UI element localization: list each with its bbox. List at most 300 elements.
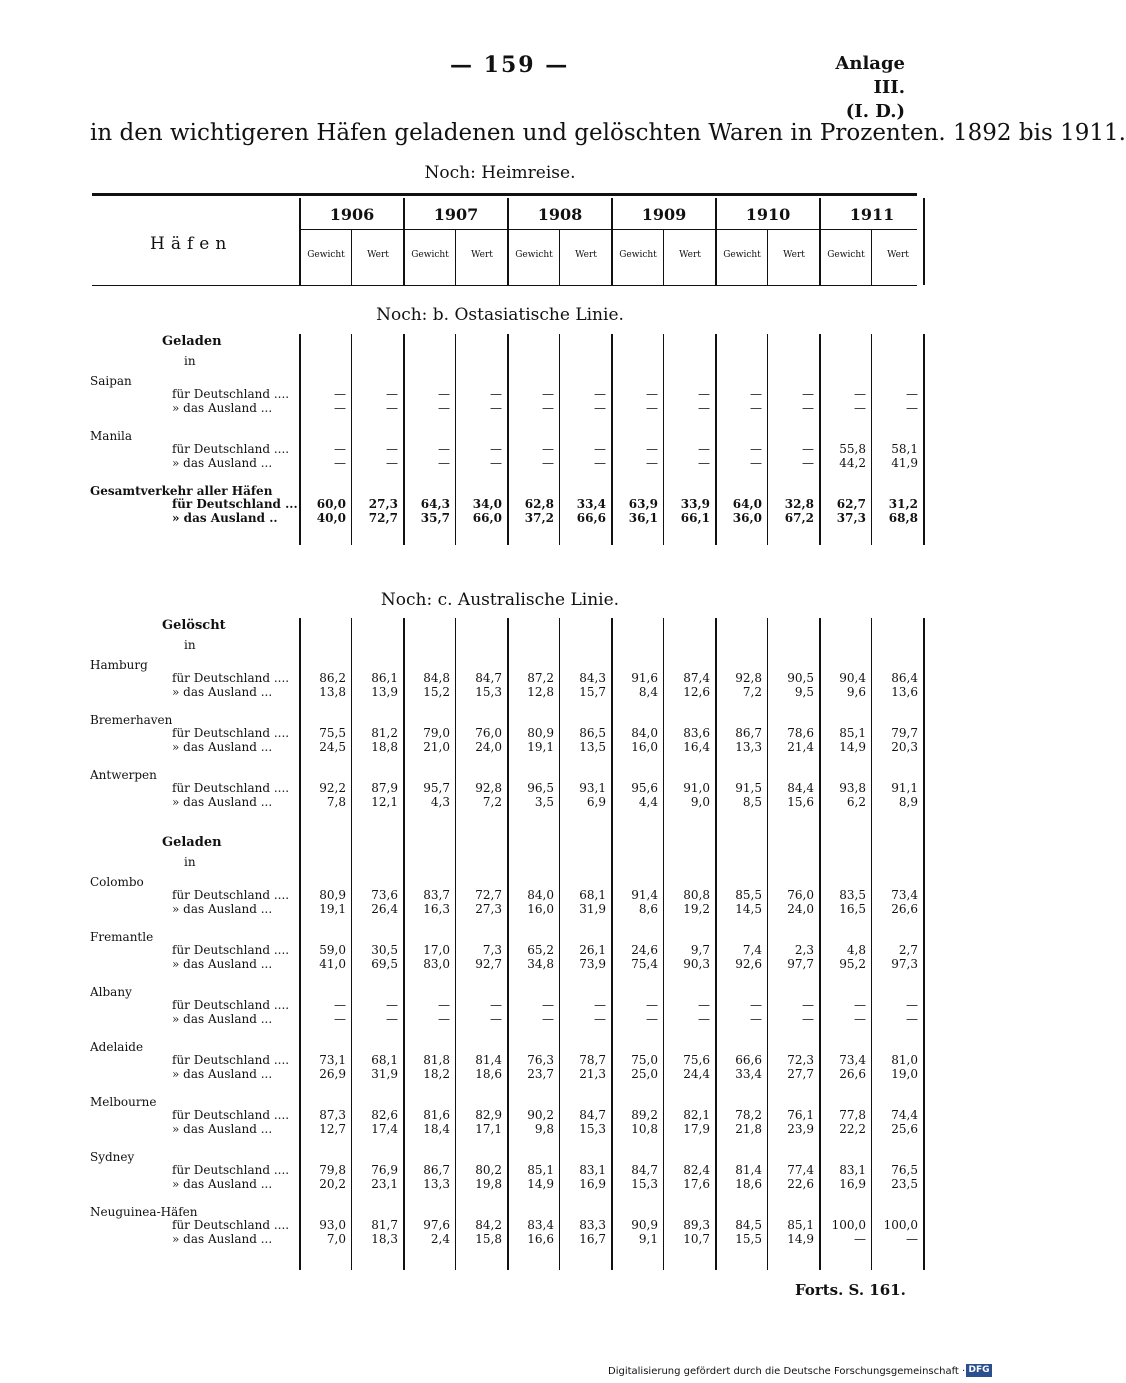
table-cell: — — [698, 401, 710, 415]
table-cell: 12,1 — [371, 795, 398, 809]
table-cell: 26,6 — [839, 1067, 866, 1081]
table-cell: — — [386, 1012, 398, 1026]
table-cell: 6,9 — [586, 795, 606, 809]
row-label: für Deutschland .... — [172, 1053, 290, 1067]
table-cell: — — [750, 387, 762, 401]
table-cell: — — [854, 387, 866, 401]
table-top-rule — [92, 193, 917, 196]
table-cell: 13,6 — [891, 685, 918, 699]
table-cell: — — [438, 442, 450, 456]
table-cell: 85,5 — [735, 888, 762, 902]
table-header-rule — [92, 285, 917, 286]
value-column-header: Wert — [471, 250, 493, 260]
table-cell: 78,7 — [579, 1053, 606, 1067]
weight-column-header: Gewicht — [411, 250, 449, 260]
table-cell: 76,0 — [787, 888, 814, 902]
table-cell: — — [854, 401, 866, 415]
table-cell: 89,3 — [683, 1218, 710, 1232]
table-cell: — — [646, 998, 658, 1012]
row-label: für Deutschland .... — [172, 671, 290, 685]
table-cell: 85,1 — [787, 1218, 814, 1232]
table-cell: — — [438, 998, 450, 1012]
table-cell: 12,8 — [527, 685, 554, 699]
table-cell: 16,4 — [683, 740, 710, 754]
table-cell: 62,8 — [524, 497, 554, 511]
table-cell: — — [646, 387, 658, 401]
group-heading: Geladen — [162, 835, 222, 850]
table-cell: 73,9 — [579, 957, 606, 971]
table-cell: 44,2 — [839, 456, 866, 470]
table-cell: — — [802, 401, 814, 415]
row-label: » das Ausland ... — [172, 1012, 273, 1026]
table-cell: 66,0 — [472, 511, 502, 525]
table-cell: 91,5 — [735, 781, 762, 795]
table-cell: 85,1 — [527, 1163, 554, 1177]
table-cell: — — [750, 998, 762, 1012]
table-cell: 15,6 — [787, 795, 814, 809]
row-label: für Deutschland .... — [172, 1108, 290, 1122]
row-label: für Deutschland .... — [172, 726, 290, 740]
table-cell: 97,6 — [423, 1218, 450, 1232]
table-cell: — — [802, 1012, 814, 1026]
table-cell: 100,0 — [831, 1218, 866, 1232]
table-cell: 75,0 — [631, 1053, 658, 1067]
table-cell: — — [334, 998, 346, 1012]
table-cell: 67,2 — [784, 511, 814, 525]
table-cell: 4,8 — [846, 943, 866, 957]
table-cell: — — [386, 401, 398, 415]
table-cell: — — [854, 998, 866, 1012]
table-cell: — — [750, 1012, 762, 1026]
row-label: » das Ausland ... — [172, 1177, 273, 1191]
table-cell: 17,6 — [683, 1177, 710, 1191]
table-cell: 72,3 — [787, 1053, 814, 1067]
page-subtitle: Noch: Heimreise. — [424, 163, 576, 183]
table-cell: 15,3 — [475, 685, 502, 699]
column-rule — [923, 618, 925, 1270]
column-rule — [767, 230, 768, 285]
table-cell: 80,9 — [527, 726, 554, 740]
column-rule — [923, 198, 925, 285]
table-cell: 41,0 — [319, 957, 346, 971]
year-header: 1910 — [745, 205, 791, 224]
table-cell: 20,3 — [891, 740, 918, 754]
table-cell: — — [802, 442, 814, 456]
table-cell: 21,4 — [787, 740, 814, 754]
table-cell: — — [802, 456, 814, 470]
table-cell: 24,0 — [475, 740, 502, 754]
table-cell: 91,4 — [631, 888, 658, 902]
table-cell: — — [490, 1012, 502, 1026]
table-cell: 84,8 — [423, 671, 450, 685]
table-cell: 80,2 — [475, 1163, 502, 1177]
table-cell: 24,6 — [631, 943, 658, 957]
table-cell: 80,8 — [683, 888, 710, 902]
row-label: » das Ausland ... — [172, 456, 273, 470]
annex-line-1: Anlage III. — [835, 53, 905, 98]
table-cell: 34,0 — [472, 497, 502, 511]
table-cell: 19,1 — [319, 902, 346, 916]
table-cell: 90,5 — [787, 671, 814, 685]
table-cell: 25,0 — [631, 1067, 658, 1081]
table-cell: 81,8 — [423, 1053, 450, 1067]
table-cell: — — [906, 998, 918, 1012]
dfg-logo: DFG — [966, 1364, 992, 1377]
table-cell: — — [438, 401, 450, 415]
table-cell: 87,3 — [319, 1108, 346, 1122]
table-cell: 84,7 — [475, 671, 502, 685]
table-cell: 15,3 — [631, 1177, 658, 1191]
weight-column-header: Gewicht — [827, 250, 865, 260]
table-cell: 7,8 — [326, 795, 346, 809]
table-cell: 17,0 — [423, 943, 450, 957]
table-cell: 55,8 — [839, 442, 866, 456]
table-cell: 76,1 — [787, 1108, 814, 1122]
table-cell: 66,6 — [576, 511, 606, 525]
table-cell: 79,7 — [891, 726, 918, 740]
table-cell: 79,8 — [319, 1163, 346, 1177]
table-cell: — — [386, 998, 398, 1012]
table-cell: 62,7 — [836, 497, 866, 511]
table-cell: — — [646, 1012, 658, 1026]
table-cell: 91,6 — [631, 671, 658, 685]
table-cell: 60,0 — [316, 497, 346, 511]
year-header: 1906 — [329, 205, 375, 224]
year-header: 1911 — [849, 205, 895, 224]
weight-column-header: Gewicht — [307, 250, 345, 260]
table-cell: 7,4 — [742, 943, 762, 957]
table-cell: 23,1 — [371, 1177, 398, 1191]
table-cell: 83,1 — [579, 1163, 606, 1177]
table-cell: 65,2 — [527, 943, 554, 957]
table-cell: 85,1 — [839, 726, 866, 740]
table-cell: 36,0 — [732, 511, 762, 525]
table-cell: 78,6 — [787, 726, 814, 740]
table-cell: 37,3 — [836, 511, 866, 525]
table-cell: 90,2 — [527, 1108, 554, 1122]
table-cell: 73,4 — [891, 888, 918, 902]
annex-line-2: (I. D.) — [845, 101, 905, 122]
table-cell: 20,2 — [319, 1177, 346, 1191]
row-label: für Deutschland .... — [172, 1218, 290, 1232]
table-cell: — — [334, 401, 346, 415]
value-column-header: Wert — [783, 250, 805, 260]
table-cell: 19,8 — [475, 1177, 502, 1191]
table-cell: — — [802, 387, 814, 401]
table-cell: 24,0 — [787, 902, 814, 916]
table-cell: 26,6 — [891, 902, 918, 916]
table-cell: 9,7 — [690, 943, 710, 957]
footer-credit: Digitalisierung gefördert durch die Deutsche Forschungsgemeinschaft · — [608, 1366, 966, 1377]
column-rule — [663, 230, 664, 285]
table-cell: 15,8 — [475, 1232, 502, 1246]
section-title: Noch: b. Ostasiatische Linie. — [376, 305, 624, 325]
table-cell: 15,7 — [579, 685, 606, 699]
annex-label — [810, 52, 905, 124]
table-cell: 14,9 — [527, 1177, 554, 1191]
table-cell: 83,6 — [683, 726, 710, 740]
table-cell: 76,9 — [371, 1163, 398, 1177]
column-rule — [299, 198, 301, 285]
table-cell: — — [490, 401, 502, 415]
table-cell: 31,2 — [888, 497, 918, 511]
table-cell: 63,9 — [628, 497, 658, 511]
table-cell: 40,0 — [316, 511, 346, 525]
row-label: für Deutschland .... — [172, 888, 290, 902]
table-cell: 73,6 — [371, 888, 398, 902]
page-number: — 159 — — [450, 52, 570, 78]
table-cell: 12,6 — [683, 685, 710, 699]
table-cell: 16,6 — [527, 1232, 554, 1246]
table-cell: 87,9 — [371, 781, 398, 795]
table-cell: 95,7 — [423, 781, 450, 795]
table-cell: 17,4 — [371, 1122, 398, 1136]
table-cell: — — [542, 1012, 554, 1026]
port-name: Manila — [90, 429, 132, 443]
table-cell: 13,8 — [319, 685, 346, 699]
table-cell: 21,0 — [423, 740, 450, 754]
table-cell: 86,5 — [579, 726, 606, 740]
table-cell: 27,3 — [475, 902, 502, 916]
table-cell: 83,3 — [579, 1218, 606, 1232]
table-cell: 91,1 — [891, 781, 918, 795]
table-cell: — — [906, 401, 918, 415]
table-cell: — — [802, 998, 814, 1012]
value-column-header: Wert — [367, 250, 389, 260]
table-cell: 27,3 — [368, 497, 398, 511]
table-cell: 37,2 — [524, 511, 554, 525]
table-cell: 16,0 — [631, 740, 658, 754]
table-cell: — — [646, 456, 658, 470]
table-cell: 93,0 — [319, 1218, 346, 1232]
table-cell: 3,5 — [534, 795, 554, 809]
table-cell: 16,5 — [839, 902, 866, 916]
table-cell: 66,6 — [735, 1053, 762, 1067]
group-subheading: in — [184, 638, 196, 652]
row-label: für Deutschland .... — [172, 781, 290, 795]
table-cell: 24,4 — [683, 1067, 710, 1081]
table-cell: 12,7 — [319, 1122, 346, 1136]
table-cell: — — [646, 442, 658, 456]
table-cell: 8,6 — [638, 902, 658, 916]
table-cell: 16,9 — [839, 1177, 866, 1191]
table-cell: 21,8 — [735, 1122, 762, 1136]
row-label: » das Ausland ... — [172, 957, 273, 971]
table-cell: — — [334, 1012, 346, 1026]
year-header: 1909 — [641, 205, 687, 224]
table-cell: 77,4 — [787, 1163, 814, 1177]
port-name: Fremantle — [90, 930, 154, 944]
table-cell: 72,7 — [368, 511, 398, 525]
table-cell: 91,0 — [683, 781, 710, 795]
table-cell: 6,2 — [846, 795, 866, 809]
table-cell: 68,1 — [579, 888, 606, 902]
table-cell: 68,1 — [371, 1053, 398, 1067]
port-name: Bremerhaven — [90, 713, 173, 727]
table-cell: 84,5 — [735, 1218, 762, 1232]
port-name: Antwerpen — [90, 768, 157, 782]
table-cell: 81,2 — [371, 726, 398, 740]
row-label: » das Ausland ... — [172, 401, 273, 415]
table-cell: 83,7 — [423, 888, 450, 902]
port-name: Melbourne — [90, 1095, 157, 1109]
row-label: » das Ausland ... — [172, 1122, 273, 1136]
column-rule — [871, 230, 872, 285]
table-cell: 7,2 — [742, 685, 762, 699]
table-cell: 84,0 — [527, 888, 554, 902]
table-cell: 95,6 — [631, 781, 658, 795]
table-cell: — — [542, 387, 554, 401]
table-cell: 68,8 — [888, 511, 918, 525]
port-name: Adelaide — [90, 1040, 144, 1054]
table-cell: — — [490, 387, 502, 401]
table-cell: 90,3 — [683, 957, 710, 971]
row-label: » das Ausland ... — [172, 902, 273, 916]
table-cell: 35,7 — [420, 511, 450, 525]
table-cell: 89,2 — [631, 1108, 658, 1122]
table-cell: — — [334, 387, 346, 401]
table-cell: 15,3 — [579, 1122, 606, 1136]
weight-column-header: Gewicht — [619, 250, 657, 260]
group-heading: Geladen — [162, 334, 222, 349]
table-cell: — — [490, 442, 502, 456]
column-rule — [455, 230, 456, 285]
table-cell: 92,8 — [475, 781, 502, 795]
row-label: für Deutschland .... — [172, 387, 290, 401]
table-cell: 9,0 — [690, 795, 710, 809]
table-cell: 23,9 — [787, 1122, 814, 1136]
table-cell: 8,4 — [638, 685, 658, 699]
group-heading: Gelöscht — [162, 618, 226, 633]
year-divider-rule — [300, 229, 917, 230]
table-cell: 41,9 — [891, 456, 918, 470]
table-cell: — — [906, 1232, 918, 1246]
port-name: Gesamtverkehr aller Häfen — [90, 484, 273, 498]
table-cell: 13,3 — [423, 1177, 450, 1191]
table-cell: 18,6 — [735, 1177, 762, 1191]
table-cell: — — [490, 998, 502, 1012]
table-cell: — — [490, 456, 502, 470]
column-rule — [403, 198, 405, 285]
table-cell: — — [906, 1012, 918, 1026]
table-cell: — — [334, 442, 346, 456]
table-cell: 82,9 — [475, 1108, 502, 1122]
table-cell: 84,2 — [475, 1218, 502, 1232]
table-cell: 32,8 — [784, 497, 814, 511]
table-cell: 96,5 — [527, 781, 554, 795]
table-cell: 18,8 — [371, 740, 398, 754]
table-cell: 16,0 — [527, 902, 554, 916]
table-cell: 31,9 — [579, 902, 606, 916]
table-cell: 92,2 — [319, 781, 346, 795]
table-cell: 15,2 — [423, 685, 450, 699]
port-name: Albany — [90, 985, 132, 999]
table-cell: 18,3 — [371, 1232, 398, 1246]
row-label: » das Ausland ... — [172, 1232, 273, 1246]
table-cell: 30,5 — [371, 943, 398, 957]
table-cell: 86,7 — [735, 726, 762, 740]
table-cell: 78,2 — [735, 1108, 762, 1122]
table-cell: 8,5 — [742, 795, 762, 809]
table-cell: 33,9 — [680, 497, 710, 511]
table-cell: 23,5 — [891, 1177, 918, 1191]
table-cell: 9,5 — [794, 685, 814, 699]
table-cell: 64,0 — [732, 497, 762, 511]
table-cell: 19,2 — [683, 902, 710, 916]
table-cell: 76,5 — [891, 1163, 918, 1177]
table-cell: — — [594, 442, 606, 456]
port-name: Neuguinea-Häfen — [90, 1205, 198, 1219]
table-cell: 100,0 — [883, 1218, 918, 1232]
table-cell: 31,9 — [371, 1067, 398, 1081]
table-cell: 26,4 — [371, 902, 398, 916]
table-cell: — — [594, 387, 606, 401]
row-label: » das Ausland ... — [172, 795, 273, 809]
table-cell: 13,5 — [579, 740, 606, 754]
table-cell: 13,9 — [371, 685, 398, 699]
table-cell: 26,9 — [319, 1067, 346, 1081]
table-cell: 33,4 — [576, 497, 606, 511]
table-cell: 93,1 — [579, 781, 606, 795]
table-cell: 86,4 — [891, 671, 918, 685]
table-cell: 84,0 — [631, 726, 658, 740]
year-header: 1908 — [537, 205, 583, 224]
column-rule — [715, 198, 717, 285]
weight-column-header: Gewicht — [515, 250, 553, 260]
table-cell: 81,4 — [475, 1053, 502, 1067]
table-cell: 87,4 — [683, 671, 710, 685]
table-cell: 92,7 — [475, 957, 502, 971]
table-cell: 16,9 — [579, 1177, 606, 1191]
table-cell: 90,9 — [631, 1218, 658, 1232]
group-subheading: in — [184, 855, 196, 869]
table-cell: 14,9 — [839, 740, 866, 754]
table-cell: — — [854, 1012, 866, 1026]
table-cell: — — [750, 442, 762, 456]
port-name: Hamburg — [90, 658, 148, 672]
table-cell: 73,1 — [319, 1053, 346, 1067]
table-cell: 82,1 — [683, 1108, 710, 1122]
table-cell: 22,2 — [839, 1122, 866, 1136]
row-label: » das Ausland ... — [172, 685, 273, 699]
table-cell: 25,6 — [891, 1122, 918, 1136]
year-header: 1907 — [433, 205, 479, 224]
row-label: für Deutschland .... — [172, 943, 290, 957]
table-cell: 23,7 — [527, 1067, 554, 1081]
table-cell: 19,0 — [891, 1067, 918, 1081]
table-cell: 9,1 — [638, 1232, 658, 1246]
table-cell: 9,8 — [534, 1122, 554, 1136]
row-label: für Deutschland ... — [172, 497, 298, 511]
column-rule — [351, 230, 352, 285]
table-cell: 83,0 — [423, 957, 450, 971]
table-cell: 93,8 — [839, 781, 866, 795]
table-cell: 95,2 — [839, 957, 866, 971]
table-cell: — — [698, 456, 710, 470]
port-name: Saipan — [90, 374, 132, 388]
table-cell: 7,2 — [482, 795, 502, 809]
table-cell: 22,6 — [787, 1177, 814, 1191]
row-label: » das Ausland ... — [172, 740, 273, 754]
table-cell: 16,3 — [423, 902, 450, 916]
row-label: für Deutschland .... — [172, 442, 290, 456]
table-cell: 74,4 — [891, 1108, 918, 1122]
group-subheading: in — [184, 354, 196, 368]
table-cell: 2,3 — [794, 943, 814, 957]
row-label: für Deutschland .... — [172, 998, 290, 1012]
table-cell: — — [542, 998, 554, 1012]
section-title: Noch: c. Australische Linie. — [380, 590, 620, 610]
